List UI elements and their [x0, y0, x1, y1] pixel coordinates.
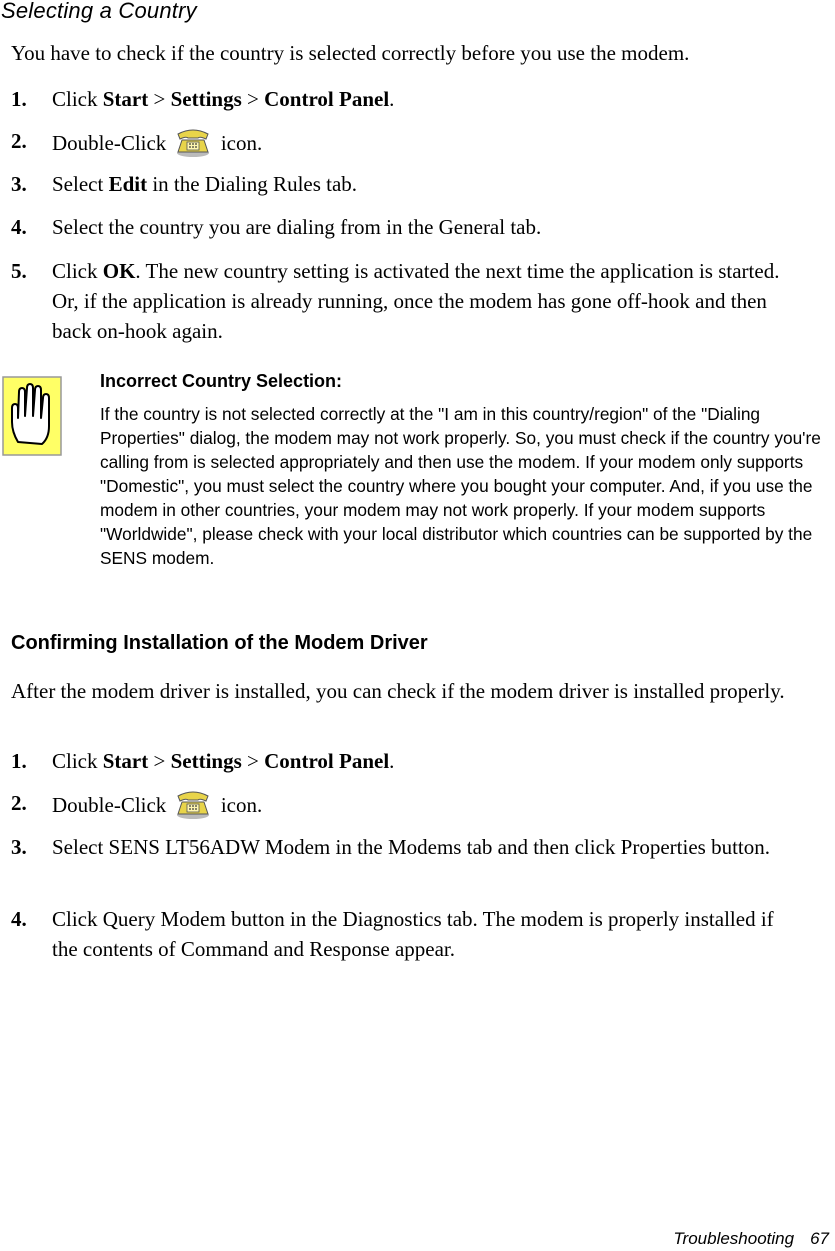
step-text: Select the country you are dialing from in the General tab.: [52, 215, 542, 239]
step-text: icon.: [220, 793, 263, 817]
step-text: Click: [52, 259, 103, 283]
step-text: Double-Click: [52, 793, 167, 817]
step-number: 1.: [11, 87, 27, 111]
step-number: 5.: [11, 259, 27, 283]
page-footer: [673, 1229, 829, 1249]
step-text: Double-Click: [52, 131, 167, 155]
section2-step-1: [11, 746, 811, 776]
section1-step-5: [11, 256, 811, 346]
section-title-selecting-country: Selecting a Country: [1, 0, 197, 23]
section1-intro: You have to check if the country is selected correctly before you use the modem.: [11, 41, 690, 65]
separator: >: [241, 749, 265, 773]
step-text: . The new country setting is activated the next time the application is started. Or, if the application is already running, once the modem has gone off-hook and then back on-hook again.: [52, 259, 780, 343]
step-number: 3.: [11, 835, 27, 859]
step-text: icon.: [220, 131, 263, 155]
section2-intro: After the modem driver is installed, you can check if the modem driver is installed properly.: [11, 679, 785, 703]
step-text: Click Query Modem button in the Diagnostics tab. The modem is properly installed if the contents of Command and Response appear.: [52, 907, 774, 961]
ok-button-ref: OK: [102, 259, 136, 283]
step-text: .: [389, 87, 395, 111]
start-menu-ref: Start: [102, 87, 149, 111]
control-panel-ref: Control Panel: [264, 749, 390, 773]
separator: >: [241, 87, 265, 111]
control-panel-ref: Control Panel: [264, 87, 390, 111]
page-number: 67: [810, 1229, 829, 1248]
step-text: Click: [52, 87, 103, 111]
step-text: Select SENS LT56ADW Modem in the Modems tab and then click Properties button.: [52, 835, 770, 859]
step-number: 2.: [11, 791, 27, 815]
phone-icon: [174, 788, 212, 820]
caution-body: If the country is not selected correctly at the "I am in this country/region" of the "Dialing Properties" dialog, the modem may not work properly. So, you must check if the country you're calling from is selected appropriately and then use the modem. If your modem only supports "Domestic", you must select the country where you bought your computer. And, if you use the modem in other countries, your modem may not work properly. If your modem supports "Worldwide", please check with your local distributor which countries can be supported by the SENS modem.: [100, 404, 821, 568]
step-number: 4.: [11, 215, 27, 239]
step-number: 3.: [11, 172, 27, 196]
settings-menu-ref: Settings: [170, 749, 242, 773]
section1-step-2: [11, 126, 811, 158]
step-text: in the Dialing Rules tab.: [147, 172, 358, 196]
settings-menu-ref: Settings: [170, 87, 242, 111]
section2-step-2: [11, 788, 811, 820]
phone-icon: [174, 126, 212, 158]
step-number: 4.: [11, 907, 27, 931]
separator: >: [148, 749, 171, 773]
edit-button-ref: Edit: [108, 172, 148, 196]
caution-hand-icon: [2, 376, 62, 456]
section2-step-3: [11, 832, 811, 862]
start-menu-ref: Start: [102, 749, 149, 773]
step-text: .: [389, 749, 395, 773]
separator: >: [148, 87, 171, 111]
section2-step-4: [11, 904, 811, 964]
section1-step-4: [11, 212, 811, 242]
section1-step-3: [11, 169, 811, 199]
caution-title: Incorrect Country Selection:: [100, 371, 343, 391]
section-title-confirming-installation: Confirming Installation of the Modem Driver: [11, 632, 428, 654]
footer-section-name: Troubleshooting: [673, 1229, 795, 1248]
step-text: Select: [52, 172, 109, 196]
section1-step-1: [11, 84, 811, 114]
step-number: 1.: [11, 749, 27, 773]
step-number: 2.: [11, 129, 27, 153]
step-text: Click: [52, 749, 103, 773]
